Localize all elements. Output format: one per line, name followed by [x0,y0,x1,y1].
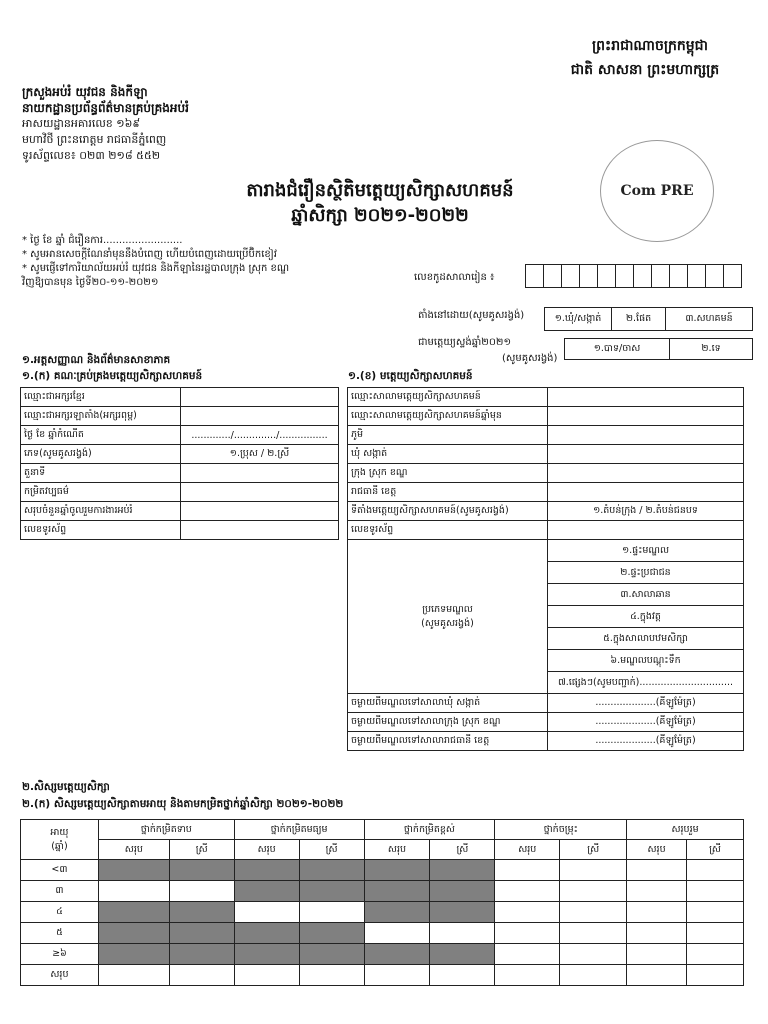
input-cell[interactable] [495,881,560,902]
section1a-title: ១.(ក) គណៈគ្រប់គ្រងមត្តេយ្យសិក្សាសហគមន៍ [22,370,203,382]
shaded-cell [299,923,364,944]
row-label: ចម្ងាយពីមណ្ឌលទៅសាលាឃុំ សង្កាត់ [348,694,548,713]
age-cell: ≥៦ [21,944,99,965]
table-row [21,464,339,483]
code-digit-box[interactable] [705,264,724,288]
table-row [21,388,339,407]
venue-option[interactable]: ២.ផ្ទះប្រជាជន [548,562,744,584]
note-date: * ថ្ងៃ ខែ ឆ្នាំ ជំរឿនការ......................... [22,235,183,246]
page-title: តារាងជំរឿនស្ថិតិមត្តេយ្យសិក្សាសហគមន៍ [246,180,514,201]
input-cell[interactable] [234,902,299,923]
shaded-cell [169,860,234,881]
input-cell[interactable] [234,965,299,986]
shaded-cell [98,944,169,965]
group-header: ថ្នាក់ចម្រុះ [495,820,627,840]
total-header: សរុប [98,840,169,860]
row-value[interactable] [181,388,339,407]
input-cell[interactable] [299,965,364,986]
table-row [348,426,744,445]
row-value[interactable]: ....................(គីឡូម៉ែត្រ) [548,732,744,751]
table-row [348,388,744,407]
table-row [348,713,744,732]
row-label: ឈ្មោះសាលាមត្តេយ្យសិក្សាសហគមន៍ឆ្នាំមុន [348,407,548,426]
row-value[interactable] [548,521,744,540]
row-label: ឈ្មោះសាលាមត្តេយ្យសិក្សាសហគមន៍ [348,388,548,407]
venue-type-label: ប្រភេទមណ្ឌល [422,603,473,615]
input-cell[interactable] [687,881,744,902]
table-row [348,464,744,483]
row-label: ចម្ងាយពីមណ្ឌលទៅសាលាក្រុង ស្រុក ខណ្ឌ [348,713,548,732]
table-row [348,694,744,713]
table-row [21,445,339,464]
row-value[interactable] [181,483,339,502]
female-header: ស្រី [430,840,495,860]
row-label: ភូមិ [348,426,548,445]
location-label: តាំងនៅដោយ(សូមគូសរង្វង់) [418,310,525,321]
prev-year-label: ជាមត្តេយ្យស្ទង់ឆ្នាំ២០២១ [418,337,512,348]
shaded-cell [98,902,169,923]
school-table [347,387,744,751]
school-code-label: លេខកូដសាលារៀន ៖ [414,272,495,283]
row-value[interactable]: ១.តំបន់ក្រុង / ២.តំបន់ជនបទ [548,502,744,521]
shaded-cell [364,902,430,923]
input-cell[interactable] [560,965,627,986]
table-header-row [21,820,744,840]
venue-type-note: (សូមគូសរង្វង់) [421,617,474,629]
group-header: ថ្នាក់កម្រិតមធ្យម [234,820,364,840]
venue-option[interactable]: ៦.មណ្ឌលបណ្ដុះទឹក [548,650,744,672]
row-value[interactable]: ....................(គីឡូម៉ែត្រ) [548,694,744,713]
total-header: សរុប [627,840,687,860]
age-cell: សរុប [21,965,99,986]
input-cell[interactable] [627,881,687,902]
input-cell[interactable] [687,965,744,986]
venue-option[interactable]: ៥.ក្នុងសាលាបឋមសិក្សា [548,628,744,650]
input-cell[interactable] [627,944,687,965]
shaded-cell [430,860,495,881]
table-row [21,407,339,426]
venue-option[interactable]: ៧.ផ្សេងៗ(សូមបញ្ជាក់)............................... [548,672,744,694]
input-cell[interactable] [169,881,234,902]
row-value[interactable] [548,445,744,464]
table-row [348,502,744,521]
row-label: កម្រិតវប្បធម៌ [21,483,181,502]
shaded-cell [234,923,299,944]
shaded-cell [430,944,495,965]
input-cell[interactable] [98,881,169,902]
group-header: ថ្នាក់កម្រិតទាប [98,820,234,840]
input-cell[interactable] [627,965,687,986]
table-row [21,521,339,540]
table-row [21,426,339,445]
shaded-cell [364,944,430,965]
row-label: ទីតាំងមត្តេយ្យសិក្សាសហគមន៍(សូមគូសរង្វង់) [348,502,548,521]
code-digit-box[interactable] [561,264,580,288]
shaded-cell [430,902,495,923]
table-row [21,923,744,944]
code-digit-box[interactable] [579,264,598,288]
row-label: ក្រុង ស្រុក ខណ្ឌ [348,464,548,483]
group-header: សរុបរួម [627,820,744,840]
venue-option[interactable]: ៤.ក្នុងវត្ត [548,606,744,628]
row-label: ភេទ(សូមគូសរង្វង់) [21,445,181,464]
note-instruction: * សូមអានសេចក្ដីណែនាំមុននឹងបំពេញ ហើយបំពេញដោយប្រើប៊ិកខៀវ [22,249,277,260]
input-cell[interactable] [687,923,744,944]
code-digit-box[interactable] [525,264,544,288]
row-value[interactable] [548,426,744,445]
female-header: ស្រី [560,840,627,860]
shaded-cell [299,944,364,965]
total-header: សរុប [495,840,560,860]
input-cell[interactable] [169,965,234,986]
row-value[interactable]: ............./............../................ [181,426,339,445]
section1b-title: ១.(ខ) មត្តេយ្យសិក្សាសហគមន៍ [348,370,473,382]
age-cell: ៥ [21,923,99,944]
notes-block [22,234,402,290]
row-value[interactable] [181,521,339,540]
female-header: ស្រី [687,840,744,860]
group-header: ថ្នាក់កម្រិតខ្ពស់ [364,820,495,840]
table-row [348,540,744,562]
row-label: ចម្ងាយពីមណ្ឌលទៅសាលារាជធានី ខេត្ត [348,732,548,751]
code-digit-box[interactable] [669,264,688,288]
shaded-cell [169,923,234,944]
input-cell[interactable] [495,902,560,923]
input-cell[interactable] [560,902,627,923]
location-option-commune[interactable]: ១.ឃុំ/សង្កាត់ [544,307,612,331]
input-cell[interactable] [560,860,627,881]
table-row [348,407,744,426]
input-cell[interactable] [364,965,430,986]
students-table [20,819,744,986]
table-row [348,732,744,751]
shaded-cell [98,923,169,944]
row-label: លេខទូរស័ព្ទ [348,521,548,540]
shaded-cell [364,860,430,881]
school-code-boxes[interactable] [526,264,742,288]
input-cell[interactable] [687,860,744,881]
code-digit-box[interactable] [651,264,670,288]
address-line-1: អាសយដ្ឋានអគារលេខ ១៦៩ [22,117,141,130]
input-cell[interactable] [430,923,495,944]
department-name: នាយកដ្ឋានប្រព័ន្ធព័ត៌មានគ្រប់គ្រងអប់រំ [22,101,189,115]
section1-title: ១.អត្តសញ្ញាណ និងព័ត៌មានសាខាភាគ [22,354,171,366]
input-cell[interactable] [687,902,744,923]
code-digit-box[interactable] [597,264,616,288]
row-label: លេខទូរស័ព្ទ [21,521,181,540]
students-table-body [21,860,744,986]
table-row [348,445,744,464]
kingdom-title: ព្រះរាជាណាចក្រកម្ពុជា [591,38,708,54]
row-value[interactable] [181,464,339,483]
ministry-header [22,84,282,164]
address-line-2: មហាវិថី ព្រះនរោត្តម រាជធានីភ្នំពេញ [22,133,167,146]
code-digit-box[interactable] [687,264,706,288]
input-cell[interactable] [687,944,744,965]
prev-year-note: (សូមគូសរង្វង់) [502,353,558,364]
table-subheader-row [21,840,744,860]
total-header: សរុប [364,840,430,860]
shaded-cell [169,902,234,923]
age-cell: <៣ [21,860,99,881]
input-cell[interactable] [627,902,687,923]
row-value[interactable] [548,464,744,483]
note-deadline: វិញឱ្យបានមុន ថ្ងៃទី២០-១១-២០២១ [22,277,159,288]
input-cell[interactable] [560,881,627,902]
input-cell[interactable] [299,902,364,923]
row-value[interactable] [181,502,339,521]
note-send-to: * សូមផ្ញើទៅការិយាល័យអប់រំ យុវជន និងកីឡានៃរដ្ឋបាលក្រុង ស្រុក ខណ្ឌ [22,263,290,274]
age-header: អាយុ (ឆ្នាំ) [21,820,99,860]
phone-line: ទូរស័ព្ទលេខ៖ ០២៣ ២១៨ ៥៥២ [22,149,161,162]
shaded-cell [299,860,364,881]
row-value[interactable] [548,388,744,407]
table-row [21,483,339,502]
seal-stamp [600,140,714,242]
female-header: ស្រី [299,840,364,860]
row-label: ថ្ងៃ ខែ ឆ្នាំកំណើត [21,426,181,445]
age-cell: ៣ [21,881,99,902]
shaded-cell [169,944,234,965]
section2a-title: ២.(ក) សិស្សមត្តេយ្យសិក្សាតាមអាយុ និងតាមកម្រិតថ្នាក់ឆ្នាំសិក្សា ២០២១-២០២២ [22,798,344,810]
motto: ជាតិ សាសនា ព្រះមហាក្សត្រ [570,62,720,78]
shaded-cell [430,881,495,902]
venue-type-cell [348,540,548,694]
input-cell[interactable] [495,923,560,944]
code-digit-box[interactable] [543,264,562,288]
row-value[interactable]: ១.ប្រុស / ២.ស្រី [181,445,339,464]
shaded-cell [234,944,299,965]
manager-table [20,387,339,540]
table-row [21,944,744,965]
shaded-cell [234,881,299,902]
row-label: រាជធានី ខេត្ត [348,483,548,502]
page-subtitle: ឆ្នាំសិក្សា ២០២១-២០២២ [291,205,469,226]
row-value[interactable] [181,407,339,426]
row-value[interactable]: ....................(គីឡូម៉ែត្រ) [548,713,744,732]
input-cell[interactable] [495,944,560,965]
code-digit-box[interactable] [723,264,742,288]
venue-option[interactable]: ១.ផ្ទះមណ្ឌល [548,540,744,562]
input-cell[interactable] [364,923,430,944]
table-row [21,502,339,521]
row-value[interactable] [548,483,744,502]
table-row [21,965,744,986]
table-row [348,521,744,540]
row-value[interactable] [548,407,744,426]
code-digit-box[interactable] [633,264,652,288]
row-label: តួនាទី [21,464,181,483]
input-cell[interactable] [495,965,560,986]
venue-option[interactable]: ៣.សាលាឆាន [548,584,744,606]
female-header: ស្រី [169,840,234,860]
location-option-community[interactable]: ៣.សហគមន៍ [665,307,753,331]
total-header: សរុប [234,840,299,860]
input-cell[interactable] [560,923,627,944]
table-row [21,902,744,923]
ministry-name: ក្រសួងអប់រំ យុវជន និងកីឡា [22,85,148,99]
row-label: ឈ្មោះជាអក្សរខ្មែរ [21,388,181,407]
row-label: ឈ្មោះជាអក្សរឡាតាំង(អក្សរពុម្ព) [21,407,181,426]
shaded-cell [98,860,169,881]
table-row [21,860,744,881]
input-cell[interactable] [560,944,627,965]
code-digit-box[interactable] [615,264,634,288]
input-cell[interactable] [627,923,687,944]
shaded-cell [364,881,430,902]
input-cell[interactable] [627,860,687,881]
table-row [348,483,744,502]
prev-year-option-yes[interactable]: ១.បាទ/ចាស [564,338,670,360]
shaded-cell [234,860,299,881]
input-cell[interactable] [98,965,169,986]
table-row [21,881,744,902]
age-cell: ៤ [21,902,99,923]
input-cell[interactable] [430,965,495,986]
shaded-cell [299,881,364,902]
seal-text: Com PRE [620,183,694,199]
row-label: សរុបចំនួនឆ្នាំចូលរួមការងារអប់រំ [21,502,181,521]
prev-year-option-no[interactable]: ២.ទេ [669,338,753,360]
section2-title: ២.សិស្សមត្តេយ្យសិក្សា [22,781,110,793]
row-label: ឃុំ សង្កាត់ [348,445,548,464]
input-cell[interactable] [495,860,560,881]
location-option-other[interactable]: ២.ផែត [611,307,666,331]
